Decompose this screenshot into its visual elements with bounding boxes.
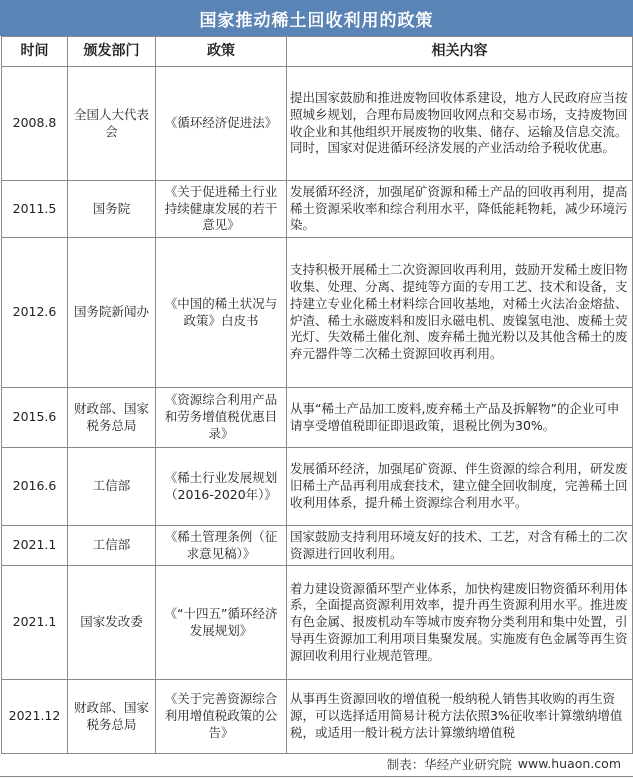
cell-policy: 《关于促进稀土行业持续健康发展的若干意见》	[156, 181, 287, 238]
cell-time: 2008.8	[2, 67, 68, 181]
header-time: 时间	[2, 37, 68, 67]
cell-time: 2021.1	[2, 566, 68, 680]
table-row	[2, 526, 633, 566]
cell-content: 从事“稀土产品加工废料,废弃稀土产品及拆解物”的企业可申请享受增值税即征即退政策，退税比例为30%。	[287, 388, 633, 448]
cell-content: 从事再生资源回收的增值税一般纳税人销售其收购的再生资源，可以选择适用简易计税方法依照3%征收率计算缴纳增值税，或适用一般计税方法计算缴纳增值税	[287, 680, 633, 754]
cell-content: 发展循环经济，加强尾矿资源和稀土产品的回收再利用，提高稀土资源采收率和综合利用水平，降低能耗物耗，减少环境污染。	[287, 181, 633, 238]
table-row	[2, 67, 633, 181]
cell-policy: 《稀土行业发展规划（2016-2020年）》	[156, 448, 287, 526]
cell-dept: 工信部	[68, 526, 156, 566]
table-row	[2, 448, 633, 526]
table-row	[2, 388, 633, 448]
table-row	[2, 680, 633, 754]
cell-policy: 《循环经济促进法》	[156, 67, 287, 181]
header-content: 相关内容	[287, 37, 633, 67]
footer-url: www.huaon.com	[517, 756, 621, 771]
table-title: 国家推动稀土回收利用的政策	[0, 0, 633, 36]
cell-dept: 全国人大代表会	[68, 67, 156, 181]
cell-dept: 国务院新闻办	[68, 238, 156, 388]
footer-source: 制表：华经产业研究院	[386, 756, 512, 772]
cell-time: 2016.6	[2, 448, 68, 526]
cell-content: 国家鼓励支持利用环境友好的技术、工艺，对含有稀土的二次资源进行回收利用。	[287, 526, 633, 566]
policy-table	[1, 36, 633, 754]
cell-time: 2011.5	[2, 181, 68, 238]
cell-content: 发展循环经济，加强尾矿资源、伴生资源的综合利用，研发废旧稀土产品再利用成套技术，建立健全回收制度，完善稀土回收利用体系，提升稀土资源综合利用水平。	[287, 448, 633, 526]
cell-dept: 财政部、国家税务总局	[68, 388, 156, 448]
cell-content: 提出国家鼓励和推进废物回收体系建设，地方人民政府应当按照城乡规划，合理布局废物回收网点和交易市场，支持废物回收企业和其他组织开展废物的收集、储存、运输及信息交流。同时，国家对促进循环经济发展的产业活动给予税收优惠。	[287, 67, 633, 181]
cell-time: 2021.1	[2, 526, 68, 566]
table-row	[2, 566, 633, 680]
table-footer	[0, 751, 633, 777]
cell-policy: 《稀土管理条例（征求意见稿）》	[156, 526, 287, 566]
cell-dept: 财政部、国家税务总局	[68, 680, 156, 754]
table-row	[2, 181, 633, 238]
header-dept: 颁发部门	[68, 37, 156, 67]
header-row	[2, 37, 633, 67]
cell-policy: 《中国的稀土状况与政策》白皮书	[156, 238, 287, 388]
cell-dept: 工信部	[68, 448, 156, 526]
cell-content: 支持积极开展稀土二次资源回收再利用，鼓励开发稀土废旧物收集、处理、分离、提纯等方面的专用工艺、技术和设备，支持建立专业化稀土材料综合回收基地，对稀土火法冶金熔盐、炉渣、稀土永磁废料和废旧永磁电机、废镍氢电池、废稀土荧光灯、失效稀土催化剂、废弃稀土抛光粉以及其他含稀土的废弃元器件等二次稀土资源回收再利用。	[287, 238, 633, 388]
cell-policy: 《“十四五”循环经济发展规划》	[156, 566, 287, 680]
cell-policy: 《资源综合利用产品和劳务增值税优惠目录》	[156, 388, 287, 448]
header-policy: 政策	[156, 37, 287, 67]
cell-content: 着力建设资源循环型产业体系，加快构建废旧物资循环利用体系，全面提高资源利用效率，提升再生资源利用水平。推进废有色金属、报废机动车等城市废弃物分类利用和集中处置，引导再生资源加工利用项目集聚发展。实施废有色金属等再生资源回收利用行业规范管理。	[287, 566, 633, 680]
cell-time: 2021.12	[2, 680, 68, 754]
cell-dept: 国务院	[68, 181, 156, 238]
cell-policy: 《关于完善资源综合利用增值税政策的公告》	[156, 680, 287, 754]
cell-time: 2012.6	[2, 238, 68, 388]
cell-dept: 国家发改委	[68, 566, 156, 680]
cell-time: 2015.6	[2, 388, 68, 448]
table-row	[2, 238, 633, 388]
